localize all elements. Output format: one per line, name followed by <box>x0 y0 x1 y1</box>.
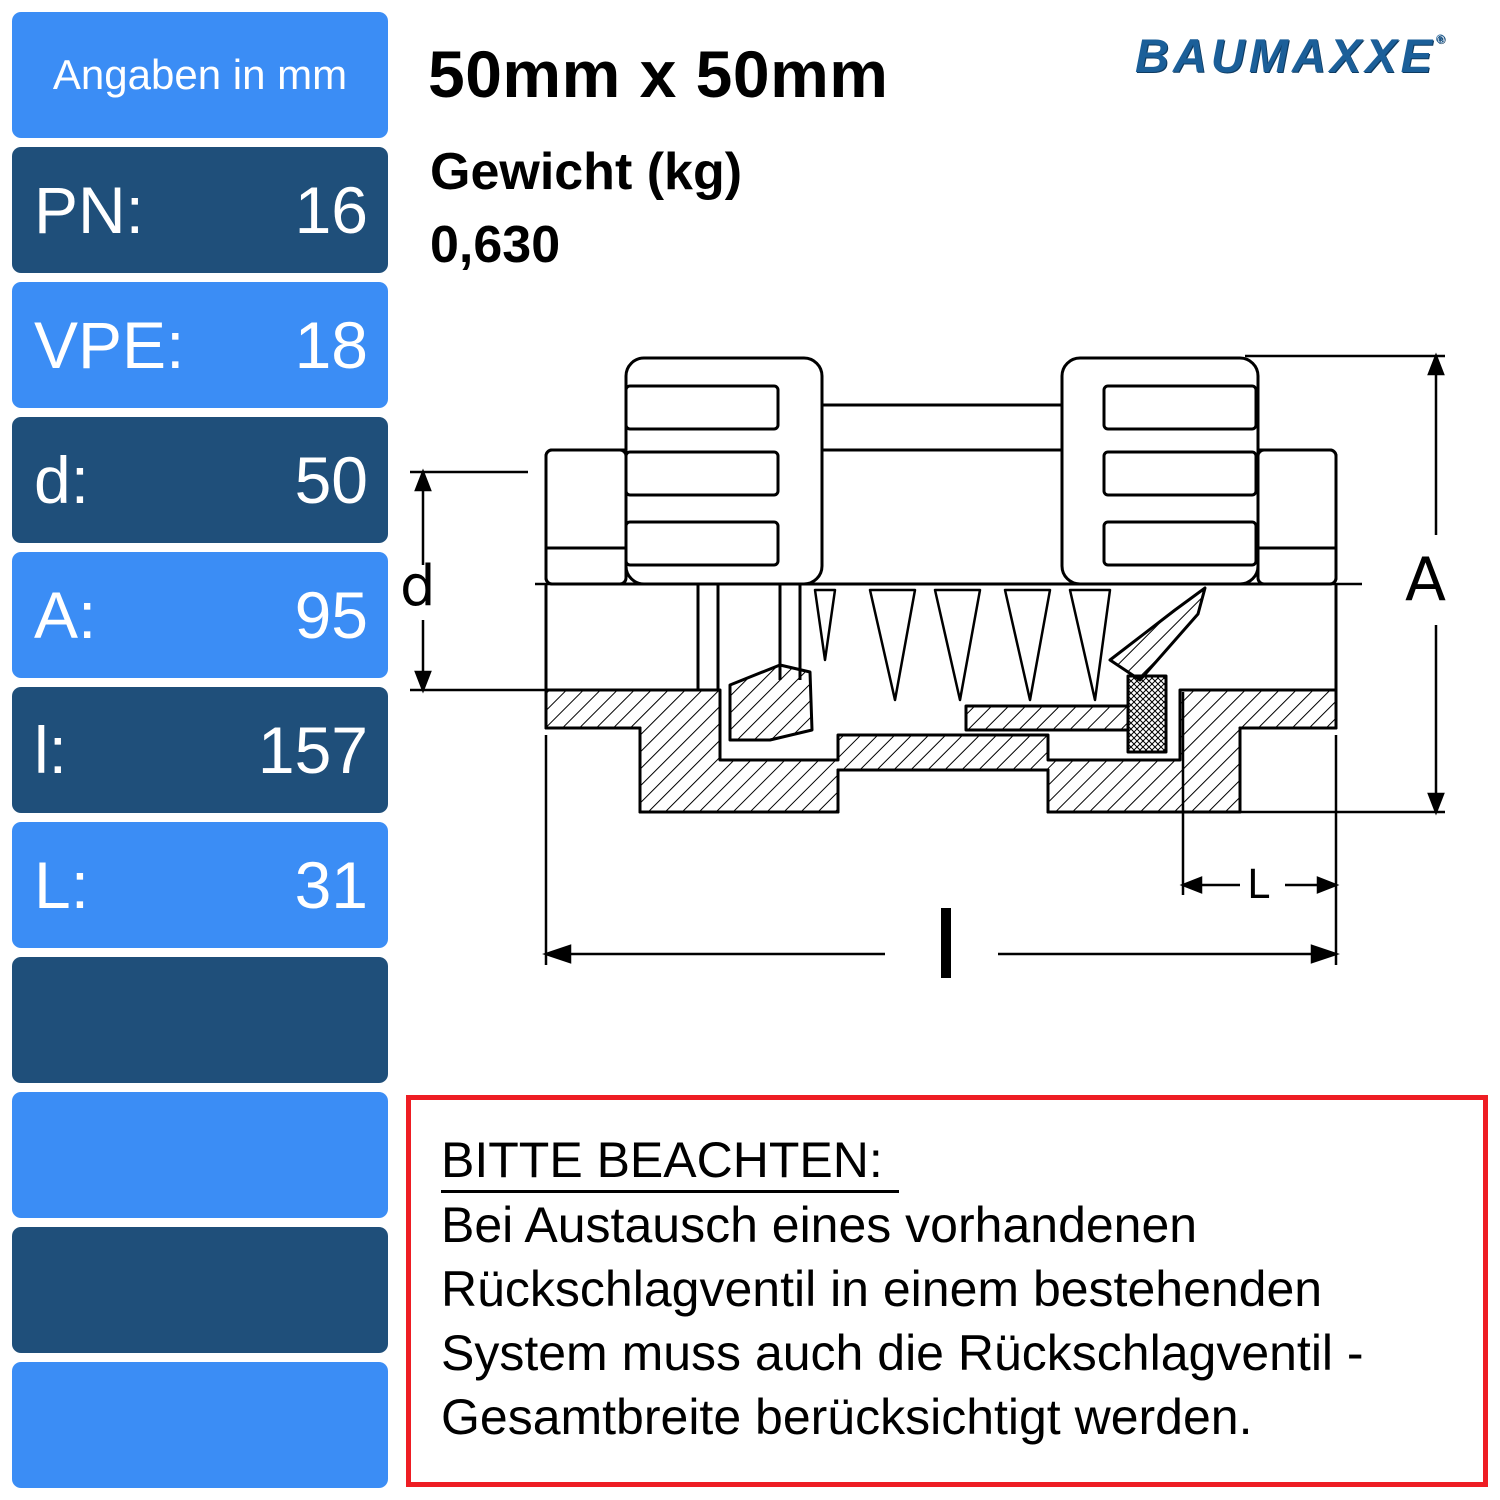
spec-value: 31 <box>294 848 368 922</box>
spec-value: 18 <box>294 308 368 382</box>
registered-mark: ® <box>1435 32 1445 46</box>
spec-key: A: <box>34 578 97 652</box>
spec-empty-tile <box>12 957 388 1083</box>
notice-line: Rückschlagventil in einem bestehenden <box>441 1261 1323 1317</box>
spec-row-l-socket <box>12 822 388 948</box>
brand-name: BAUMAXXE <box>1135 29 1436 82</box>
spec-key: VPE: <box>34 308 185 382</box>
spec-header-label: Angaben in mm <box>52 51 348 98</box>
right-union-nut <box>1062 358 1258 584</box>
seal-ring <box>1128 676 1166 752</box>
left-union-nut <box>626 358 822 584</box>
notice-line: System muss auch die Rückschlagventil - <box>441 1325 1364 1381</box>
brand-logo <box>1135 28 1445 83</box>
notice-box <box>406 1095 1488 1487</box>
spec-header <box>12 12 388 138</box>
spec-row-l-total <box>12 687 388 813</box>
spec-row-d <box>12 417 388 543</box>
spec-value: 50 <box>294 443 368 517</box>
spec-empty-tile <box>12 1092 388 1218</box>
dim-label-d: d <box>400 554 436 619</box>
weight-label: Gewicht (kg) <box>430 143 743 201</box>
notice-heading: BITTE BEACHTEN: <box>441 1130 899 1193</box>
spring <box>815 590 1110 700</box>
spec-empty-tile <box>12 1227 388 1353</box>
valve-technical-drawing <box>395 340 1495 1000</box>
hatched-body-section <box>546 690 1336 812</box>
spec-key: d: <box>34 443 90 517</box>
notice-line: Gesamtbreite berücksichtigt werden. <box>441 1389 1253 1445</box>
spec-key: PN: <box>34 173 145 247</box>
spec-row-vpe <box>12 282 388 408</box>
spec-value: 95 <box>294 578 368 652</box>
spec-empty-tile <box>12 1362 388 1488</box>
weight-value: 0,630 <box>430 216 561 274</box>
spec-value: 157 <box>257 713 368 787</box>
dim-label-a: A <box>1405 545 1447 615</box>
spec-key: L: <box>34 848 90 922</box>
dim-label-total-l <box>941 908 951 978</box>
spec-row-pn <box>12 147 388 273</box>
product-title: 50mm x 50mm <box>428 37 889 111</box>
notice-line: Bei Austausch eines vorhandenen <box>441 1197 1198 1253</box>
spec-row-a <box>12 552 388 678</box>
dim-label-socket-l: L <box>1247 862 1270 908</box>
spec-key: l: <box>34 713 67 787</box>
spec-value: 16 <box>294 173 368 247</box>
